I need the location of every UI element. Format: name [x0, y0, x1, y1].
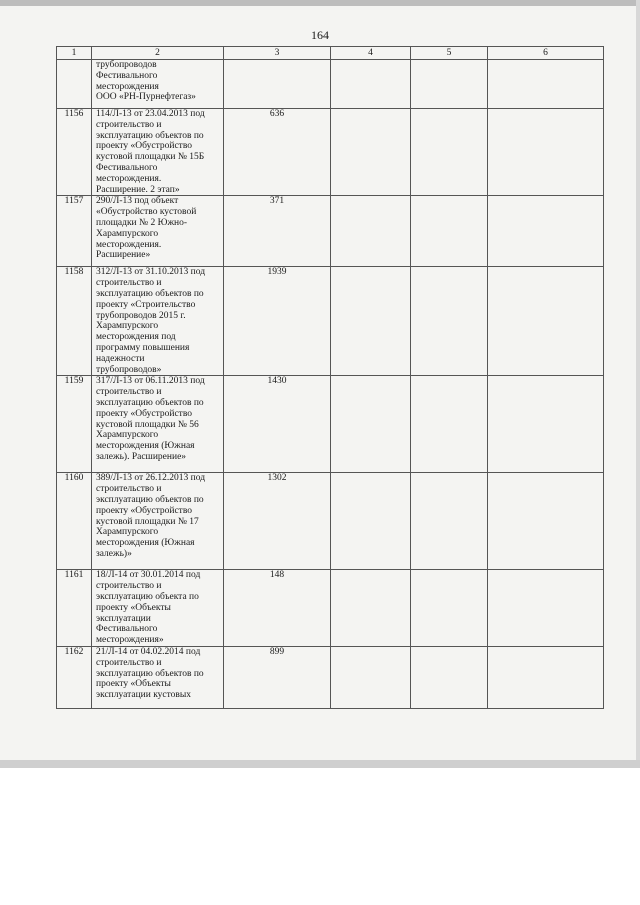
description-cell: 312/Л-13 от 31.10.2013 под строительство и эксплуатацию объектов по проекту «Строительство трубопроводов 2015 г. Харампурского месторождения под программу повышения надежности трубопроводов»	[92, 267, 224, 376]
table-row	[57, 109, 604, 196]
column-5-cell	[411, 473, 488, 570]
page-number: 164	[311, 28, 329, 42]
description-cell: 114/Л-13 от 23.04.2013 под строительство и эксплуатацию объектов по проекту «Обустройство кустовой площадки № 15Б Фестивального месторождения. Расширение. 2 этап»	[92, 109, 224, 196]
column-4-cell	[331, 267, 411, 376]
column-header-4: 4	[331, 47, 411, 60]
description-cell: 290/Л-13 под объект «Обустройство кустовой площадки № 2 Южно- Харампурского месторождения. Расширение»	[92, 196, 224, 267]
area-cell: 148	[224, 570, 331, 647]
column-header-2: 2	[92, 47, 224, 60]
column-4-cell	[331, 196, 411, 267]
column-5-cell	[411, 376, 488, 473]
column-4-cell	[331, 570, 411, 647]
area-cell: 899	[224, 646, 331, 708]
column-6-cell	[488, 267, 604, 376]
area-cell: 371	[224, 196, 331, 267]
column-4-cell	[331, 60, 411, 109]
column-5-cell	[411, 646, 488, 708]
column-5-cell	[411, 60, 488, 109]
table-header-row	[57, 47, 604, 60]
area-cell: 1302	[224, 473, 331, 570]
column-6-cell	[488, 196, 604, 267]
area-cell: 1939	[224, 267, 331, 376]
table-row	[57, 196, 604, 267]
row-number-cell	[57, 60, 92, 109]
column-4-cell	[331, 376, 411, 473]
column-header-3: 3	[224, 47, 331, 60]
column-header-5: 5	[411, 47, 488, 60]
column-5-cell	[411, 196, 488, 267]
column-6-cell	[488, 646, 604, 708]
description-cell: 317/Л-13 от 06.11.2013 под строительство и эксплуатацию объектов по проекту «Обустройство кустовой площадки № 56 Харампурского месторождения (Южная залежь). Расширение»	[92, 376, 224, 473]
area-cell: 636	[224, 109, 331, 196]
scan-bottom-edge	[0, 760, 640, 768]
table-row	[57, 570, 604, 647]
row-number-cell: 1156	[57, 109, 92, 196]
description-cell: 21/Л-14 от 04.02.2014 под строительство и эксплуатацию объектов по проекту «Объекты эксплуатации кустовых	[92, 646, 224, 708]
area-cell	[224, 60, 331, 109]
table-body	[57, 60, 604, 709]
column-5-cell	[411, 109, 488, 196]
column-4-cell	[331, 473, 411, 570]
column-6-cell	[488, 60, 604, 109]
description-cell: 389/Л-13 от 26.12.2013 под строительство и эксплуатацию объектов по проекту «Обустройство кустовой площадки № 17 Харампурского месторождения (Южная залежь)»	[92, 473, 224, 570]
row-number-cell: 1160	[57, 473, 92, 570]
data-table	[56, 46, 604, 709]
column-4-cell	[331, 109, 411, 196]
column-5-cell	[411, 267, 488, 376]
area-cell: 1430	[224, 376, 331, 473]
row-number-cell: 1157	[57, 196, 92, 267]
column-header-1: 1	[57, 47, 92, 60]
column-6-cell	[488, 109, 604, 196]
row-number-cell: 1159	[57, 376, 92, 473]
row-number-cell: 1158	[57, 267, 92, 376]
column-6-cell	[488, 473, 604, 570]
table-row	[57, 646, 604, 708]
scan-right-edge	[636, 0, 640, 768]
table-row	[57, 473, 604, 570]
table-row	[57, 267, 604, 376]
description-cell: 18/Л-14 от 30.01.2014 под строительство и эксплуатацию объекта по проекту «Объекты эксплуатации Фестивального месторождения»	[92, 570, 224, 647]
column-4-cell	[331, 646, 411, 708]
scan-top-edge	[0, 0, 640, 6]
table-row	[57, 60, 604, 109]
column-header-6: 6	[488, 47, 604, 60]
column-6-cell	[488, 570, 604, 647]
column-6-cell	[488, 376, 604, 473]
column-5-cell	[411, 570, 488, 647]
description-cell: трубопроводов Фестивального месторождения ООО «РН-Пурнефтегаз»	[92, 60, 224, 109]
table-row	[57, 376, 604, 473]
row-number-cell: 1161	[57, 570, 92, 647]
row-number-cell: 1162	[57, 646, 92, 708]
